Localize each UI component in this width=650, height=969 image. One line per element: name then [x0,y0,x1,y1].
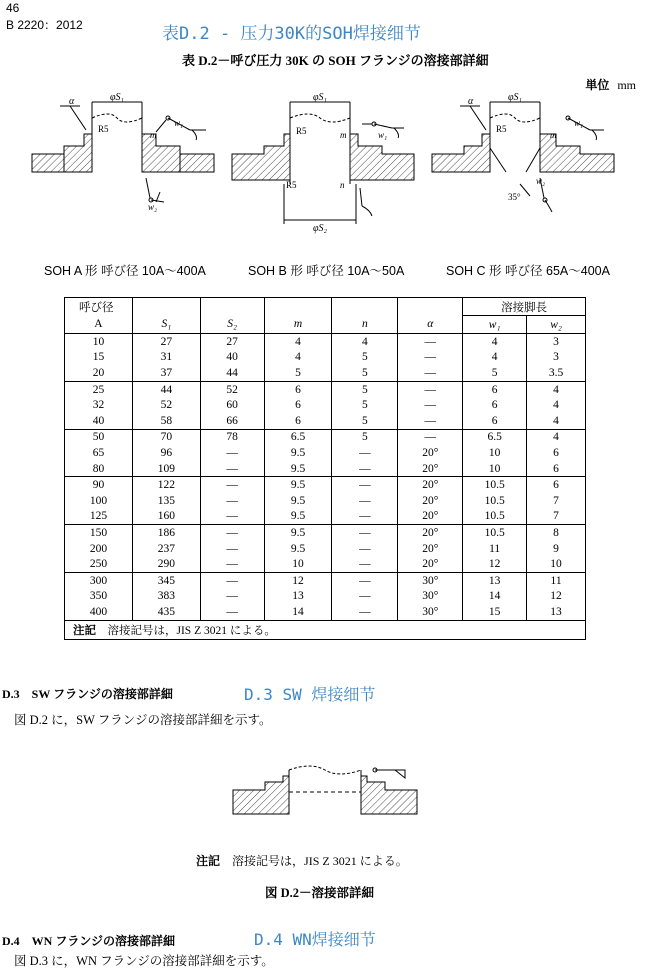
table-cell: 44 [132,381,200,397]
table-cell: 13 [463,572,527,588]
table-cell: 100 [65,493,133,509]
table-cell: 400 [65,604,133,620]
section-d3-body: 図 D.2 に，SW フランジの溶接部詳細を示す。 [14,713,272,727]
table-cell: 70 [132,429,200,445]
header-w2: w₂ [527,316,586,334]
table-cell: — [332,556,398,572]
table-cell: 6 [463,397,527,413]
table-row [65,445,586,461]
table-cell: 6 [527,445,586,461]
diagram-a-m: m [150,130,157,140]
table-cell: 5 [332,381,398,397]
table-cell: 5 [332,429,398,445]
table-cell: 6 [463,413,527,429]
table-cell: — [332,509,398,525]
diagram-a-w2: w₂ [148,202,158,212]
table-cell: 78 [200,429,264,445]
table-cell: 12 [264,572,332,588]
table-cell: 40 [200,350,264,366]
table-title: 表 D.2－呼び圧力 30K の SOH フランジの溶接部詳細 [182,53,489,68]
table-row [65,525,586,541]
table-row [65,493,586,509]
diagram-c-w2: w₂ [536,176,546,186]
table-cell: 20° [398,541,463,557]
table-cell: — [332,572,398,588]
table-cell: 6 [527,461,586,477]
diagram-c-r5: R5 [496,124,507,134]
caption-soh-c: SOH C 形 呼び径 65A～400A [446,264,610,278]
table-cell: 186 [132,525,200,541]
caption-soh-b: SOH B 形 呼び径 10A～50A [248,264,405,278]
table-row [65,461,586,477]
table-row [65,397,586,413]
table-cell: 9 [527,541,586,557]
table-cell: 237 [132,541,200,557]
table-cell: 27 [200,334,264,350]
table-cell: 109 [132,461,200,477]
table-cell: 20° [398,525,463,541]
diagram-b-w1: w₁ [378,130,388,140]
table-cell: — [200,477,264,493]
diagram-c-w1: w₁ [574,118,584,128]
header-weld-leg: 溶接脚長 [463,298,586,316]
table-cell: 160 [132,509,200,525]
header-n: n [332,316,398,334]
header-m: m [264,316,332,334]
figure-d2-note-text: 溶接記号は，JIS Z 3021 による。 [232,854,408,868]
table-cell: 12 [463,556,527,572]
diagram-c-phi-s1: φS₁ [507,92,523,103]
table-cell: 32 [65,397,133,413]
table-cell: 6 [527,477,586,493]
table-cell: 250 [65,556,133,572]
table-cell: — [398,381,463,397]
table-row [65,509,586,525]
table-cell: — [200,525,264,541]
table-cell: 122 [132,477,200,493]
unit-value: mm [617,78,636,92]
table-cell: 90 [65,477,133,493]
section-d4-heading: D.4 WN フランジの溶接部詳細 [2,934,176,948]
table-cell: 20° [398,509,463,525]
table-cell: 9.5 [264,445,332,461]
table-cell: — [200,461,264,477]
table-note-label: 注記 [73,624,96,637]
table-cell: 10 [264,556,332,572]
diagram-b-phi-s2: φS₂ [312,223,328,234]
table-cell: 10.5 [463,525,527,541]
table-row [65,589,586,605]
section-d4-heading-cn: D.4 WN焊接细节 [254,930,376,949]
table-cell: 10 [463,445,527,461]
diagram-soh-c [432,102,614,212]
table-cell: 27 [132,334,200,350]
diagram-c-alpha: α [468,96,474,107]
table-cell: 5 [332,365,398,381]
table-cell: 12 [527,589,586,605]
header-nominal-size: 呼び径 [65,298,133,316]
table-cell: 5 [463,365,527,381]
table-cell: 20 [65,365,133,381]
table-row [65,413,586,429]
table-cell: — [398,365,463,381]
diagram-a-r5: R5 [98,124,109,134]
table-row [65,541,586,557]
table-cell: 10 [65,334,133,350]
table-cell: 4 [463,334,527,350]
diagram-b-r5: R5 [296,126,307,136]
table-cell: 5 [264,365,332,381]
diagram-soh-a [32,102,214,202]
table-cell: 150 [65,525,133,541]
section-d3-heading: D.3 SW フランジの溶接部詳細 [2,687,173,701]
table-cell: 350 [65,589,133,605]
header-w1: w₁ [463,316,527,334]
chinese-table-title: 表D.2 - 压力30K的SOH焊接细节 [162,24,421,44]
table-cell: 20° [398,556,463,572]
header-s2: S₂ [200,316,264,334]
table-cell: — [200,509,264,525]
figure-d2-note [196,852,408,869]
table-cell: 6.5 [463,429,527,445]
table-cell: — [332,589,398,605]
table-cell: 13 [527,604,586,620]
table-cell: 15 [65,350,133,366]
table-row [65,604,586,620]
diagram-b-m: m [340,130,347,140]
table-row [65,350,586,366]
header-a: A [65,316,133,334]
table-cell: 5 [332,413,398,429]
standard-number: B 2220：2012 [6,18,83,32]
diagram-b-n: n [340,180,345,190]
table-cell: 6 [264,381,332,397]
table-cell: 4 [527,397,586,413]
table-cell: — [332,541,398,557]
table-row [65,556,586,572]
table-cell: — [200,589,264,605]
table-row [65,429,586,445]
table-cell: 4 [264,334,332,350]
table-cell: 3 [527,350,586,366]
table-cell: 9.5 [264,525,332,541]
table-cell: 30° [398,589,463,605]
table-cell: 9.5 [264,509,332,525]
table-cell: 8 [527,525,586,541]
table-cell: — [332,477,398,493]
table-cell: 30° [398,572,463,588]
table-cell: 52 [132,397,200,413]
table-cell: 7 [527,509,586,525]
table-cell: 7 [527,493,586,509]
table-cell: 50 [65,429,133,445]
table-cell: — [398,350,463,366]
table-cell: 4 [527,381,586,397]
table-cell: 10.5 [463,509,527,525]
table-cell: 20° [398,461,463,477]
table-cell: 80 [65,461,133,477]
diagram-soh-b [232,102,414,224]
table-cell: — [332,604,398,620]
table-cell: 6 [264,397,332,413]
table-cell: 20° [398,445,463,461]
table-cell: 300 [65,572,133,588]
table-cell: 5 [332,350,398,366]
diagram-c-m: m [550,130,557,140]
table-cell: 290 [132,556,200,572]
table-cell: 6 [463,381,527,397]
table-cell: 10.5 [463,477,527,493]
diagram-a-alpha: α [69,96,75,107]
diagram-a-w1: w₁ [174,118,184,128]
table-cell: — [200,445,264,461]
table-cell: 10 [527,556,586,572]
table-cell: — [398,334,463,350]
diagram-b-phi-s1: φS₁ [312,92,328,103]
caption-soh-a: SOH A 形 呼び径 10A～400A [44,264,206,278]
header-s1: S₁ [132,316,200,334]
table-cell: 20° [398,477,463,493]
unit-key: 単位 [585,78,610,92]
table-cell: — [200,556,264,572]
header-alpha: α [398,316,463,334]
table-cell: 58 [132,413,200,429]
section-d3-heading-cn: D.3 SW 焊接细节 [244,685,376,704]
table-cell: 31 [132,350,200,366]
table-cell: 96 [132,445,200,461]
table-cell: 4 [332,334,398,350]
table-cell: 66 [200,413,264,429]
table-cell: — [200,493,264,509]
table-cell: 4 [463,350,527,366]
table-row [65,477,586,493]
table-cell: — [398,413,463,429]
table-note [65,620,586,639]
table-cell: 3 [527,334,586,350]
figure-d2-note-label: 注記 [196,854,221,868]
table-cell: 6.5 [264,429,332,445]
table-cell: 383 [132,589,200,605]
table-cell: — [332,461,398,477]
table-row [65,572,586,588]
table-cell: 15 [463,604,527,620]
table-cell: 9.5 [264,493,332,509]
table-cell: 11 [463,541,527,557]
figure-d2-caption: 図 D.2－溶接部詳細 [265,886,375,900]
table-cell: — [398,397,463,413]
table-cell: — [200,572,264,588]
table-cell: 4 [527,413,586,429]
table-row [65,381,586,397]
table-cell: 14 [264,604,332,620]
table-cell: 4 [264,350,332,366]
table-cell: 200 [65,541,133,557]
table-cell: 37 [132,365,200,381]
page-number: 46 [6,1,20,15]
table-cell: 10 [463,461,527,477]
table-cell: — [332,493,398,509]
table-row [65,334,586,350]
diagram-a-phi-s1: φS₁ [109,92,125,103]
table-cell: 40 [65,413,133,429]
diagram-b-r5-lower: R5 [286,180,297,190]
table-row [65,365,586,381]
table-cell: 10.5 [463,493,527,509]
diagram-c-angle: 35° [508,192,521,202]
table-cell: — [332,445,398,461]
table-cell: 435 [132,604,200,620]
table-cell: 30° [398,604,463,620]
table-cell: 65 [65,445,133,461]
table-cell: 125 [65,509,133,525]
table-cell: 52 [200,381,264,397]
section-d4-body: 図 D.3 に，WN フランジの溶接部詳細を示す。 [14,954,274,968]
table-cell: 5 [332,397,398,413]
table-cell: 6 [264,413,332,429]
soh-weld-diagrams [0,88,650,258]
sw-weld-diagram [225,762,435,832]
table-cell: 9.5 [264,477,332,493]
table-cell: 345 [132,572,200,588]
table-cell: 9.5 [264,461,332,477]
table-cell: — [332,525,398,541]
table-note-text: 溶接記号は，JIS Z 3021 による。 [107,624,276,637]
soh-dimension-table [64,297,586,640]
table-cell: 60 [200,397,264,413]
table-cell: — [200,604,264,620]
table-cell: 9.5 [264,541,332,557]
table-cell: 25 [65,381,133,397]
table-cell: 3.5 [527,365,586,381]
table-cell: 13 [264,589,332,605]
table-cell: 135 [132,493,200,509]
table-cell: 44 [200,365,264,381]
table-cell: 4 [527,429,586,445]
table-cell: 11 [527,572,586,588]
table-cell: — [200,541,264,557]
table-cell: — [398,429,463,445]
table-cell: 14 [463,589,527,605]
table-cell: 20° [398,493,463,509]
